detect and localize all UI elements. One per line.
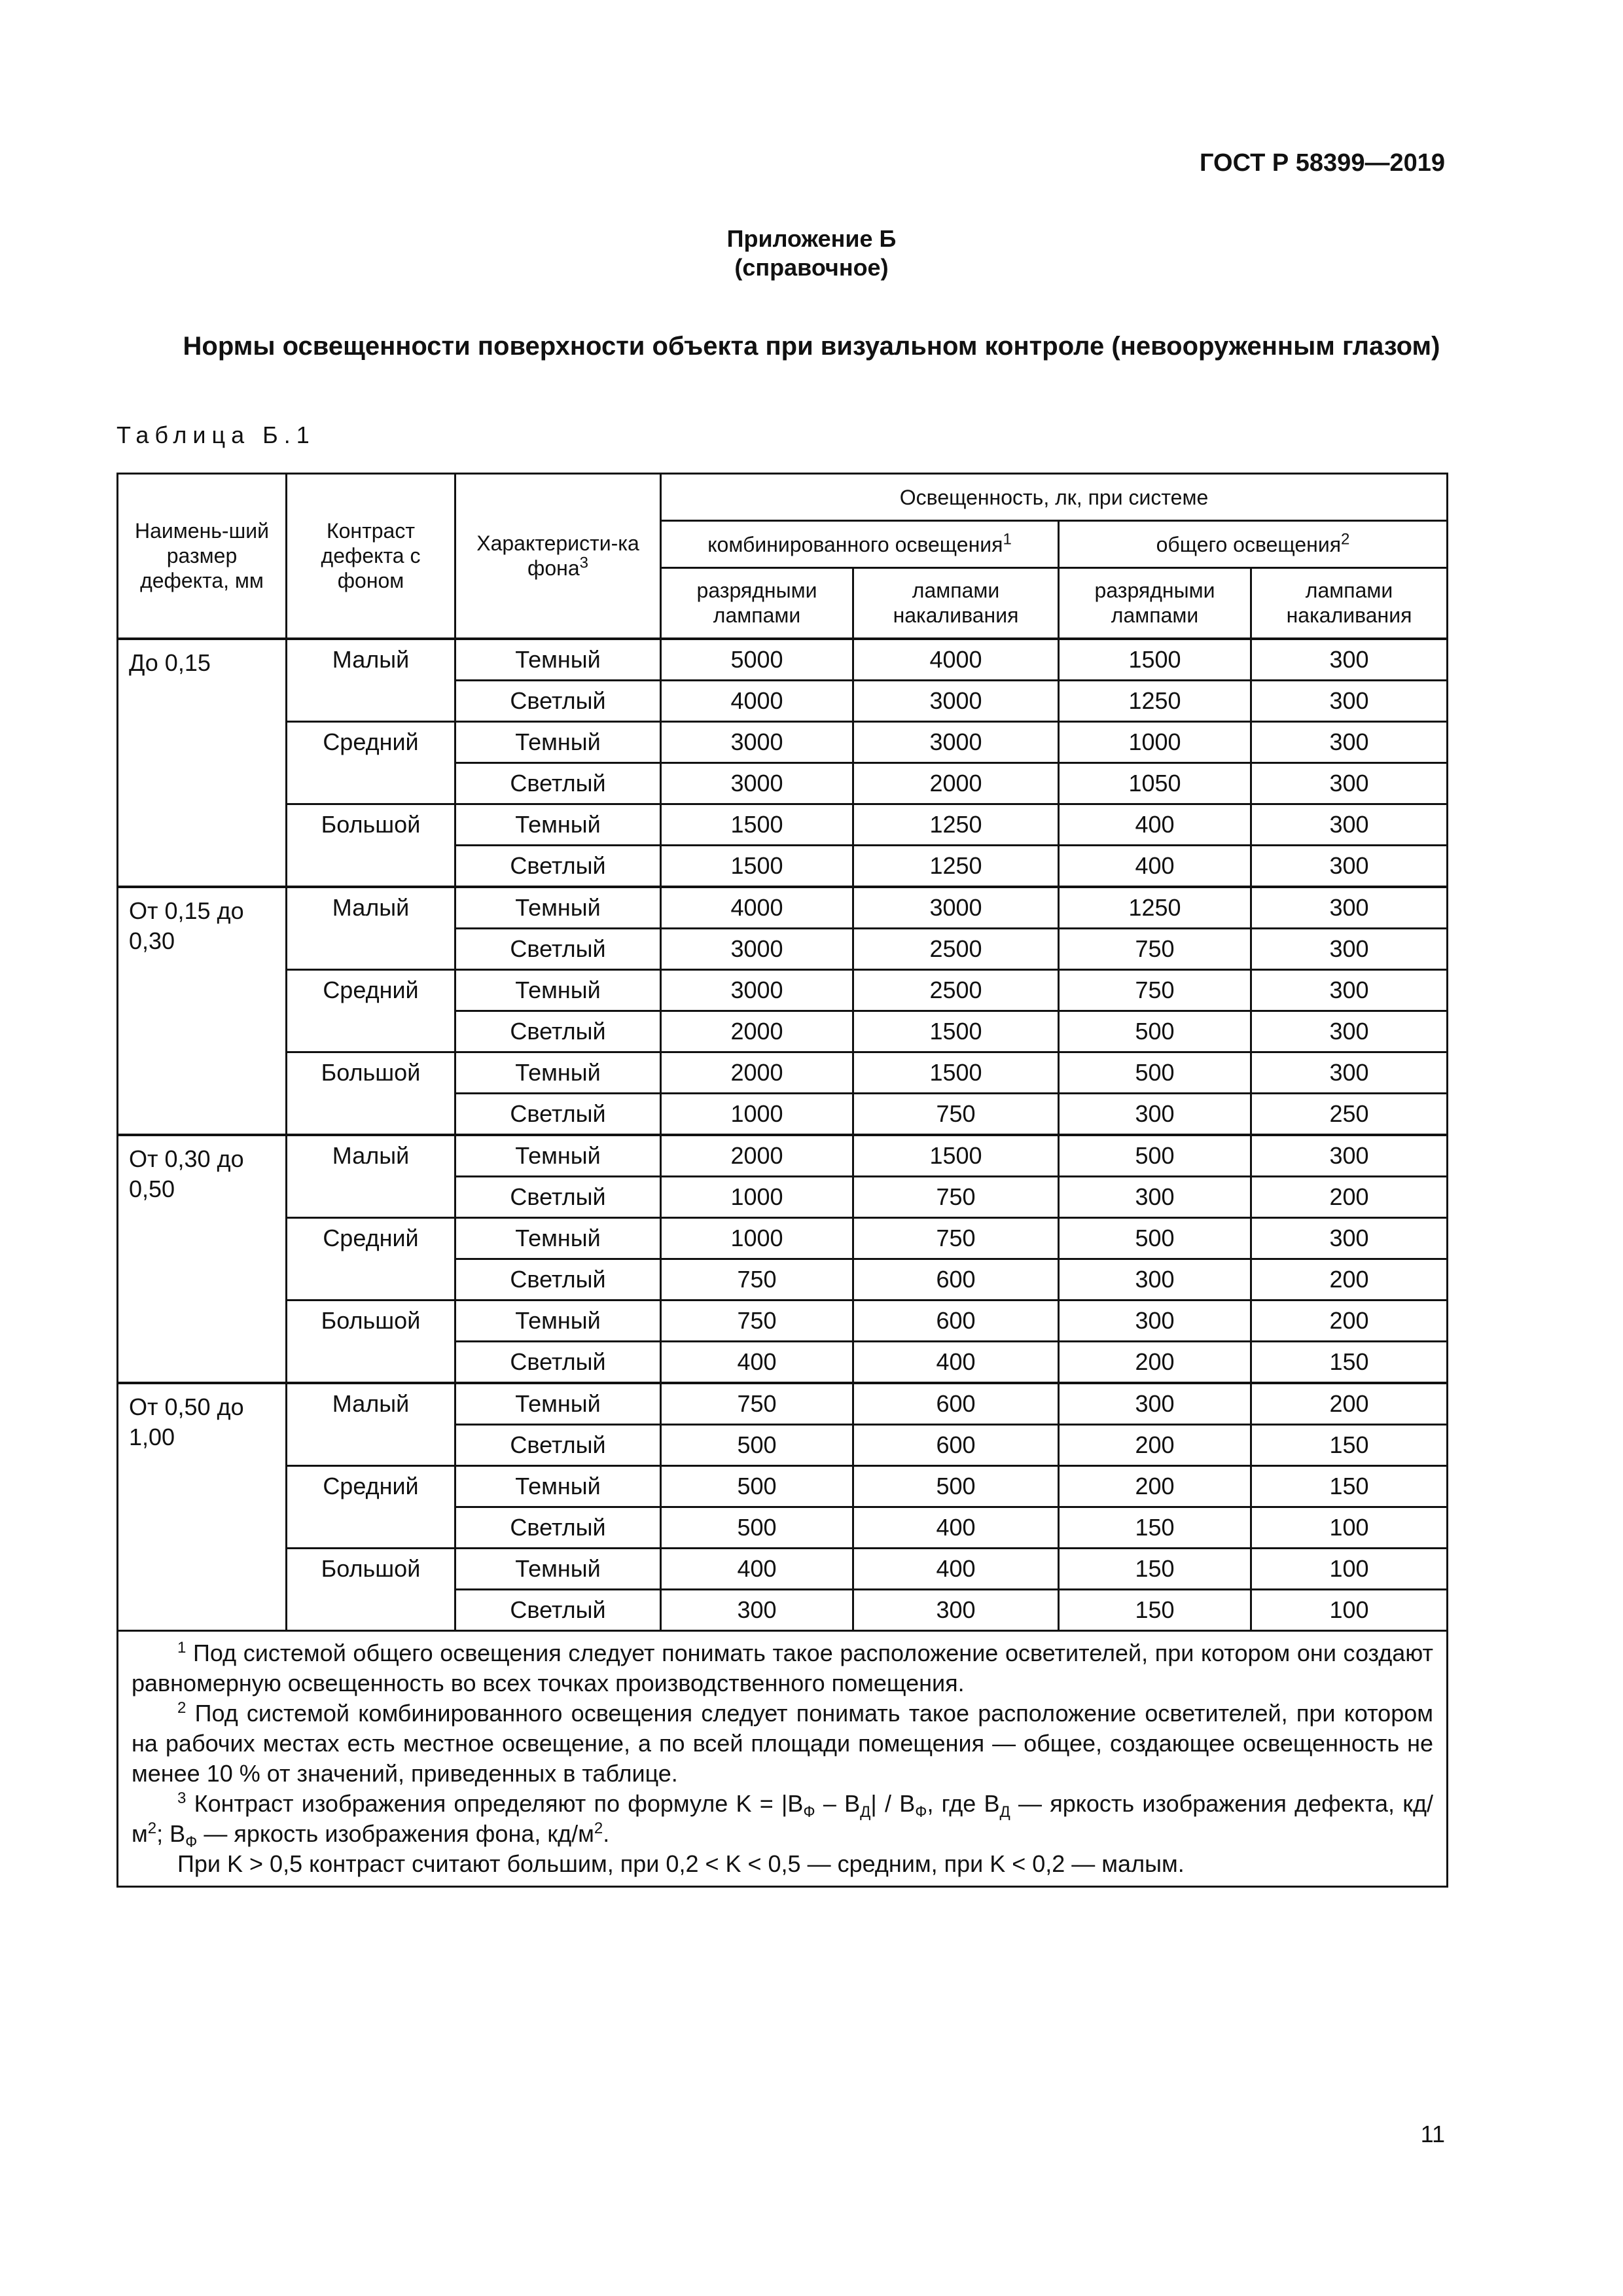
cell-contrast: Большой [287,1300,455,1383]
cell-illumination-value: 300 [1251,639,1448,681]
table-row [118,721,1448,762]
cell-illumination-value: 300 [1251,804,1448,845]
appendix-name: Приложение Б [726,225,897,252]
cell-illumination-value: 750 [661,1300,853,1341]
table-row [118,969,1448,1011]
cell-illumination-value: 300 [853,1589,1059,1630]
cell-illumination-value: 200 [1251,1300,1448,1341]
cell-illumination-value: 100 [1251,1507,1448,1548]
cell-illumination-value: 1500 [853,1052,1059,1093]
cell-illumination-value: 1000 [661,1176,853,1217]
cell-contrast: Большой [287,1052,455,1135]
cell-illumination-value: 300 [1251,1052,1448,1093]
cell-illumination-value: 150 [1059,1507,1251,1548]
table-body [118,639,1448,1631]
cell-illumination-value: 200 [1251,1383,1448,1425]
cell-background: Светлый [455,1176,661,1217]
note-1: $^1$ Под системой общего освещения следует понимать такое расположение осветителей, при котором они создают равномерную освещенность во всех точках производственного помещения. [132,1638,1433,1696]
cell-contrast: Средний [287,1465,455,1548]
cell-contrast: Большой [287,804,455,887]
document-standard-number: ГОСТ Р 58399—2019 [1200,149,1445,177]
cell-illumination-value: 300 [661,1589,853,1630]
cell-background: Темный [455,1548,661,1589]
cell-contrast: Малый [287,1135,455,1218]
cell-background: Темный [455,1300,661,1341]
cell-illumination-value: 3000 [853,680,1059,721]
cell-illumination-value: 4000 [661,887,853,929]
cell-background: Темный [455,804,661,845]
cell-background: Светлый [455,1424,661,1465]
cell-illumination-value: 1000 [661,1093,853,1135]
cell-illumination-value: 2000 [661,1011,853,1052]
cell-illumination-value: 200 [1059,1424,1251,1465]
cell-illumination-value: 300 [1059,1383,1251,1425]
cell-illumination-value: 2500 [853,969,1059,1011]
cell-illumination-value: 750 [661,1383,853,1425]
cell-background: Светлый [455,762,661,804]
cell-contrast: Средний [287,721,455,804]
cell-illumination-value: 200 [1059,1465,1251,1507]
header-defect-size: Наимень-ший размер дефекта, мм [118,474,287,639]
cell-illumination-value: 500 [1059,1217,1251,1259]
header-combined-incandescent: лампами накаливания [853,568,1059,639]
cell-illumination-value: 500 [1059,1011,1251,1052]
cell-defect-size: До 0,15 [118,639,287,887]
cell-background: Светлый [455,1341,661,1383]
cell-illumination-value: 750 [1059,928,1251,969]
cell-illumination-value: 300 [1251,1135,1448,1177]
cell-illumination-value: 300 [1251,721,1448,762]
cell-illumination-value: 600 [853,1424,1059,1465]
table-notes [118,1630,1448,1886]
cell-illumination-value: 2500 [853,928,1059,969]
cell-background: Светлый [455,1011,661,1052]
cell-illumination-value: 750 [1059,969,1251,1011]
cell-background: Светлый [455,1589,661,1630]
cell-illumination-value: 500 [661,1465,853,1507]
cell-background: Светлый [455,845,661,887]
cell-illumination-value: 3000 [661,969,853,1011]
cell-illumination-value: 750 [853,1217,1059,1259]
header-general-lighting: общего освещения$^2$ [1059,521,1448,568]
cell-background: Светлый [455,928,661,969]
cell-illumination-value: 250 [1251,1093,1448,1135]
cell-illumination-value: 400 [853,1507,1059,1548]
cell-defect-size: От 0,30 до 0,50 [118,1135,287,1383]
cell-contrast: Малый [287,639,455,722]
cell-illumination-value: 300 [1059,1176,1251,1217]
cell-illumination-value: 1000 [661,1217,853,1259]
cell-illumination-value: 500 [1059,1135,1251,1177]
cell-defect-size: От 0,15 до 0,30 [118,887,287,1135]
cell-illumination-value: 150 [1059,1589,1251,1630]
cell-contrast: Малый [287,1383,455,1466]
table-row [118,1052,1448,1093]
cell-illumination-value: 2000 [661,1052,853,1093]
cell-illumination-value: 1250 [853,804,1059,845]
cell-illumination-value: 150 [1059,1548,1251,1589]
table-row [118,1135,1448,1177]
table-row [118,639,1448,681]
cell-background: Темный [455,969,661,1011]
cell-background: Темный [455,721,661,762]
cell-background: Светлый [455,1507,661,1548]
cell-illumination-value: 1250 [853,845,1059,887]
cell-illumination-value: 400 [1059,845,1251,887]
cell-illumination-value: 500 [661,1424,853,1465]
header-background: Характеристи-ка фона$^3$ [455,474,661,639]
cell-illumination-value: 5000 [661,639,853,681]
cell-illumination-value: 150 [1251,1465,1448,1507]
cell-illumination-value: 4000 [661,680,853,721]
cell-illumination-value: 400 [853,1341,1059,1383]
cell-background: Темный [455,1217,661,1259]
illumination-table [116,473,1448,1888]
table-row [118,1383,1448,1425]
table-row [118,887,1448,929]
cell-illumination-value: 400 [1059,804,1251,845]
cell-illumination-value: 3000 [661,721,853,762]
cell-illumination-value: 600 [853,1300,1059,1341]
cell-illumination-value: 750 [853,1176,1059,1217]
table-label: Таблица Б.1 [116,422,315,448]
cell-illumination-value: 600 [853,1259,1059,1300]
cell-background: Темный [455,1383,661,1425]
cell-illumination-value: 3000 [661,928,853,969]
cell-illumination-value: 1000 [1059,721,1251,762]
cell-illumination-value: 100 [1251,1589,1448,1630]
cell-illumination-value: 300 [1251,1217,1448,1259]
note-4: При K > 0,5 контраст считают большим, при 0,2 < K < 0,5 — средним, при K < 0,2 — малым. [177,1850,1185,1877]
cell-illumination-value: 500 [1059,1052,1251,1093]
cell-defect-size: От 0,50 до 1,00 [118,1383,287,1631]
cell-illumination-value: 300 [1251,928,1448,969]
cell-illumination-value: 200 [1251,1176,1448,1217]
cell-illumination-value: 300 [1251,845,1448,887]
cell-illumination-value: 400 [661,1341,853,1383]
cell-illumination-value: 300 [1251,680,1448,721]
table-row [118,1465,1448,1507]
header-combined-lighting: комбинированного освещения$^1$ [661,521,1059,568]
cell-illumination-value: 2000 [661,1135,853,1177]
cell-illumination-value: 200 [1059,1341,1251,1383]
cell-illumination-value: 300 [1251,762,1448,804]
cell-background: Темный [455,1465,661,1507]
cell-illumination-value: 4000 [853,639,1059,681]
cell-illumination-value: 300 [1059,1300,1251,1341]
table-row [118,1217,1448,1259]
cell-illumination-value: 300 [1059,1259,1251,1300]
cell-background: Светлый [455,1259,661,1300]
cell-background: Светлый [455,680,661,721]
cell-illumination-value: 1250 [1059,680,1251,721]
cell-illumination-value: 150 [1251,1424,1448,1465]
cell-illumination-value: 300 [1251,887,1448,929]
cell-background: Темный [455,887,661,929]
cell-background: Темный [455,639,661,681]
cell-illumination-value: 1500 [853,1011,1059,1052]
cell-illumination-value: 300 [1059,1093,1251,1135]
cell-illumination-value: 100 [1251,1548,1448,1589]
cell-contrast: Большой [287,1548,455,1630]
cell-illumination-value: 200 [1251,1259,1448,1300]
cell-contrast: Малый [287,887,455,970]
appendix-title [0,224,1623,282]
cell-illumination-value: 500 [853,1465,1059,1507]
cell-illumination-value: 400 [853,1548,1059,1589]
table-row [118,804,1448,845]
header-general-discharge: разрядными лампами [1059,568,1251,639]
page-number: 11 [1420,2121,1445,2147]
note-2: $^2$ Под системой комбинированного освещения следует понимать такое расположение осветителей, при котором на рабочих местах есть местное освещение, а по всей площади помещения — общее, создающее освещенность не менее 10 % от значений, приведенных в таблице. [132,1698,1434,1787]
header-illumination: Освещенность, лк, при системе [661,474,1448,521]
header-contrast: Контраст дефекта с фоном [287,474,455,639]
cell-illumination-value: 600 [853,1383,1059,1425]
cell-illumination-value: 1500 [853,1135,1059,1177]
cell-illumination-value: 1500 [1059,639,1251,681]
cell-contrast: Средний [287,969,455,1052]
cell-illumination-value: 300 [1251,1011,1448,1052]
cell-illumination-value: 1500 [661,845,853,887]
cell-illumination-value: 750 [853,1093,1059,1135]
appendix-status: (справочное) [734,254,889,281]
cell-illumination-value: 300 [1251,969,1448,1011]
cell-illumination-value: 1250 [1059,887,1251,929]
cell-background: Темный [455,1135,661,1177]
cell-illumination-value: 3000 [853,887,1059,929]
table-row [118,1300,1448,1341]
cell-background: Темный [455,1052,661,1093]
header-combined-discharge: разрядными лампами [661,568,853,639]
note-3: $^3$ Контраст изображения определяют по формуле $K = |B_Ф - B_Д| / B_Ф$, где $B_Д$ — яркость изображения дефекта, $кд/м^2$; $B_Ф$ — яркость изображения фона, $кд/м^2$. [132,1789,1434,1851]
cell-illumination-value: 500 [661,1507,853,1548]
cell-illumination-value: 1050 [1059,762,1251,804]
table-row [118,1548,1448,1589]
cell-illumination-value: 1500 [661,804,853,845]
cell-illumination-value: 150 [1251,1341,1448,1383]
cell-illumination-value: 3000 [853,721,1059,762]
cell-illumination-value: 400 [661,1548,853,1589]
cell-background: Светлый [455,1093,661,1135]
section-heading: Нормы освещенности поверхности объекта при визуальном контроле (невооруженным глазом) [183,332,1440,361]
header-general-incandescent: лампами накаливания [1251,568,1448,639]
cell-illumination-value: 750 [661,1259,853,1300]
cell-illumination-value: 2000 [853,762,1059,804]
cell-contrast: Средний [287,1217,455,1300]
cell-illumination-value: 3000 [661,762,853,804]
